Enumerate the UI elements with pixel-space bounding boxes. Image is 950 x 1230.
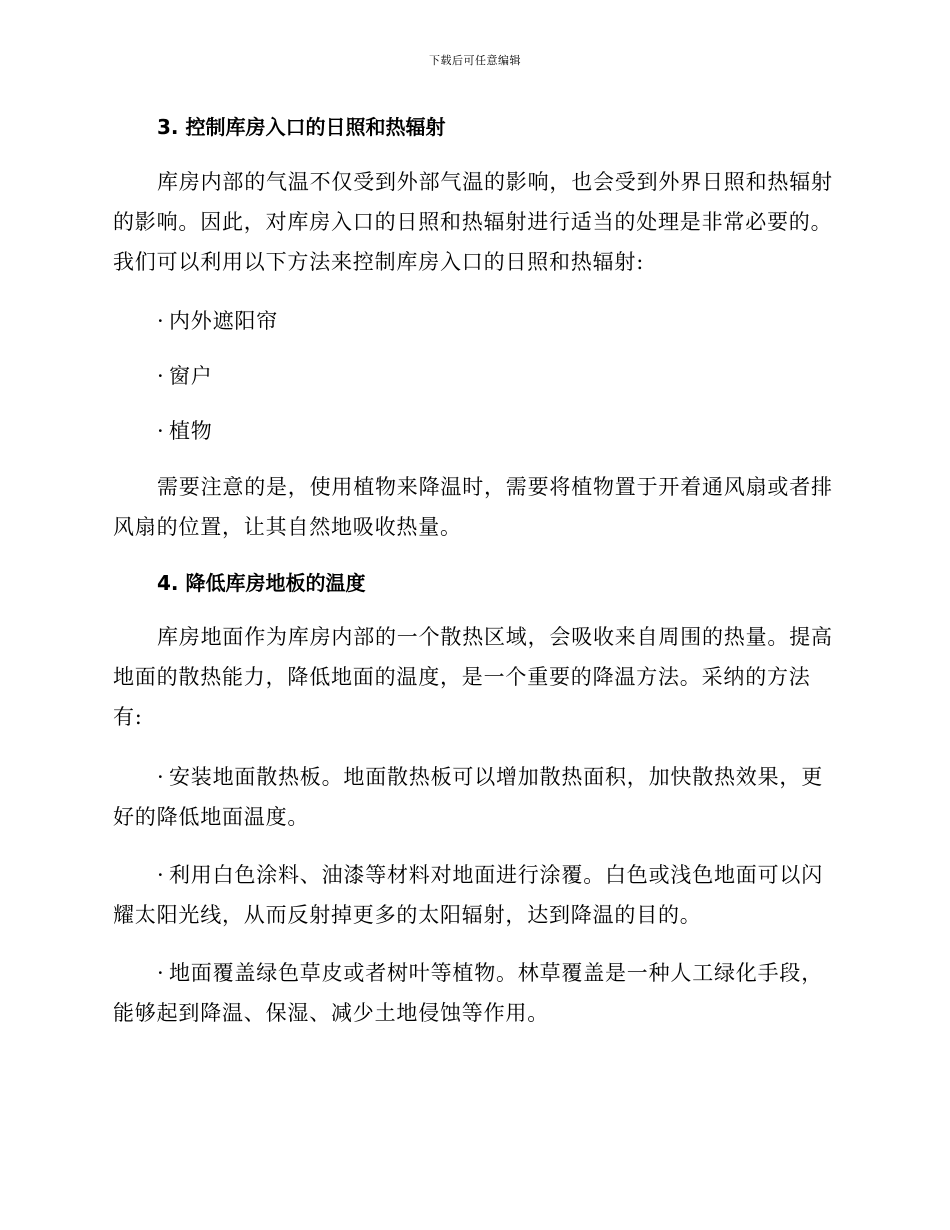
- bullet-symbol: ·: [157, 961, 165, 985]
- bullet-symbol: ·: [157, 863, 165, 887]
- section-3-intro-paragraph: [113, 162, 835, 282]
- bullet-text: 内外遮阳帘: [169, 309, 278, 333]
- bullet-symbol: ·: [157, 364, 165, 388]
- section-4-item-heat-plate: [113, 757, 835, 837]
- paragraph-line: 的影响。因此，对库房入口的日照和热辐射进行适当的处理是非常必要的。: [113, 210, 833, 234]
- page-header: 下载后可任意编辑: [429, 54, 521, 67]
- paragraph-line: 我们可以利用以下方法来控制库房入口的日照和热辐射:: [113, 250, 645, 274]
- bullet-item-window: [157, 356, 213, 396]
- bullet-text: 地面覆盖绿色草皮或者树叶等植物。林草覆盖是一种人工绿化手段，: [169, 961, 823, 985]
- bullet-symbol: ·: [157, 309, 165, 333]
- paragraph-line: [113, 953, 835, 993]
- paragraph-line: 耀太阳光线，从而反射掉更多的太阳辐射，达到降温的目的。: [113, 903, 702, 927]
- section-4-intro-paragraph: [113, 617, 835, 737]
- paragraph-line: 有:: [113, 705, 143, 729]
- section-4-item-white-coating: [113, 855, 835, 935]
- section-3-heading: 3. 控制库房入口的日照和热辐射: [157, 115, 446, 139]
- paragraph-line: 风扇的位置，让其自然地吸收热量。: [113, 515, 462, 539]
- bullet-text: 利用白色涂料、油漆等材料对地面进行涂覆。白色或浅色地面可以闪: [169, 863, 823, 887]
- section-3-note-paragraph: [113, 467, 835, 547]
- paragraph-line: 库房地面作为库房内部的一个散热区域，会吸收来自周围的热量。提高: [157, 625, 833, 649]
- paragraph-line: 需要注意的是，使用植物来降温时，需要将植物置于开着通风扇或者排: [157, 475, 833, 499]
- bullet-text: 安装地面散热板。地面散热板可以增加散热面积，加快散热效果，更: [169, 765, 823, 789]
- bullet-symbol: ·: [157, 765, 165, 789]
- bullet-item-plants: [157, 411, 213, 451]
- bullet-text: 植物: [169, 419, 213, 443]
- bullet-item-sunshade: [157, 301, 278, 341]
- paragraph-line: 好的降低地面温度。: [113, 805, 310, 829]
- section-4-heading: 4. 降低库房地板的温度: [157, 571, 366, 595]
- section-4-item-green-cover: [113, 953, 835, 1033]
- paragraph-line: [113, 855, 835, 895]
- paragraph-line: 能够起到降温、保湿、减少土地侵蚀等作用。: [113, 1001, 549, 1025]
- bullet-text: 窗户: [169, 364, 213, 388]
- bullet-symbol: ·: [157, 419, 165, 443]
- paragraph-line: 地面的散热能力，降低地面的温度，是一个重要的降温方法。采纳的方法: [113, 665, 811, 689]
- paragraph-line: [113, 757, 835, 797]
- paragraph-line: 库房内部的气温不仅受到外部气温的影响，也会受到外界日照和热辐射: [157, 170, 833, 194]
